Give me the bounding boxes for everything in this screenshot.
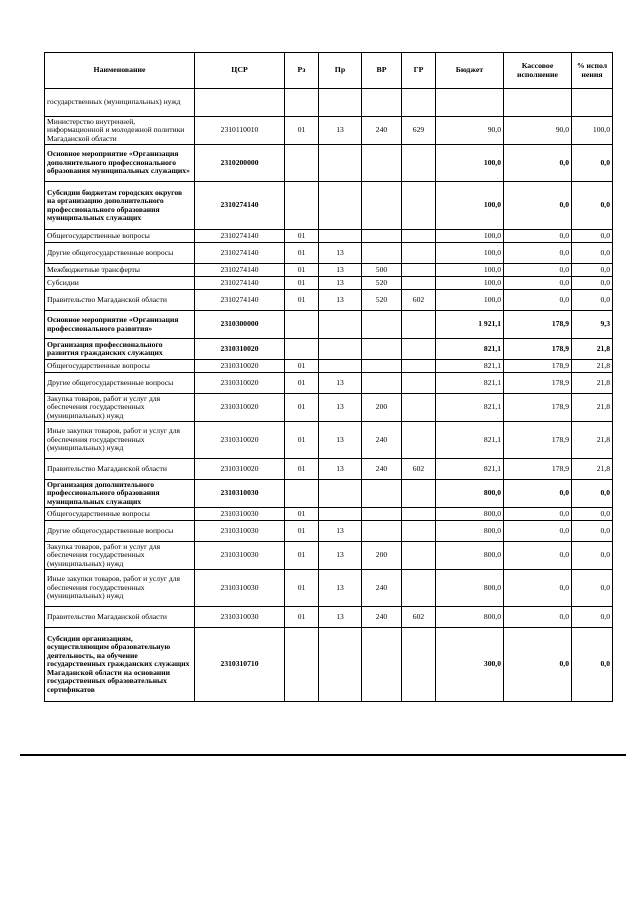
cell-vr <box>362 480 402 508</box>
cell-vr <box>362 182 402 230</box>
cell-gr <box>402 480 436 508</box>
cell-gr <box>402 628 436 702</box>
cell-csr: 2310310020 <box>195 339 285 360</box>
cell-pr: 13 <box>319 264 362 277</box>
cell-vr <box>362 311 402 339</box>
cell-pct: 21,8 <box>572 360 613 373</box>
table-row <box>45 311 613 339</box>
cell-gr: 602 <box>402 607 436 628</box>
header-gr: ГР <box>402 53 436 89</box>
table-row <box>45 422 613 459</box>
cell-budget: 100,0 <box>436 290 504 311</box>
cell-pct: 0,0 <box>572 290 613 311</box>
cell-budget: 821,1 <box>436 394 504 422</box>
cell-rz <box>285 480 319 508</box>
cell-name: Иные закупки товаров, работ и услуг для обеспечения государственных (муниципальных) нужд <box>45 570 195 607</box>
cell-gr: 602 <box>402 459 436 480</box>
cell-vr <box>362 521 402 542</box>
cell-cash: 178,9 <box>504 360 572 373</box>
table-row <box>45 394 613 422</box>
cell-cash: 0,0 <box>504 542 572 570</box>
cell-gr <box>402 521 436 542</box>
cell-vr <box>362 360 402 373</box>
cell-pct: 21,8 <box>572 339 613 360</box>
cell-csr: 2310300000 <box>195 311 285 339</box>
cell-vr: 240 <box>362 607 402 628</box>
table-row <box>45 373 613 394</box>
cell-cash: 178,9 <box>504 422 572 459</box>
cell-name: Основное мероприятие «Организация дополнительного профессионального образования муниципальных служащих» <box>45 145 195 182</box>
cell-gr <box>402 542 436 570</box>
cell-csr: 2310310030 <box>195 570 285 607</box>
cell-pct: 0,0 <box>572 145 613 182</box>
cell-pr: 13 <box>319 243 362 264</box>
cell-gr <box>402 264 436 277</box>
cell-pr: 13 <box>319 459 362 480</box>
table-row <box>45 89 613 117</box>
table-row <box>45 508 613 521</box>
cell-vr: 500 <box>362 264 402 277</box>
cell-name: Организация дополнительного профессионального образования муниципальных служащих <box>45 480 195 508</box>
cell-rz: 01 <box>285 542 319 570</box>
cell-budget: 100,0 <box>436 230 504 243</box>
cell-rz <box>285 628 319 702</box>
cell-vr: 240 <box>362 459 402 480</box>
header-rz: Рз <box>285 53 319 89</box>
cell-cash: 0,0 <box>504 570 572 607</box>
cell-gr <box>402 243 436 264</box>
cell-csr: 2310310030 <box>195 480 285 508</box>
cell-rz <box>285 89 319 117</box>
cell-pr: 13 <box>319 422 362 459</box>
cell-cash: 0,0 <box>504 182 572 230</box>
cell-vr: 240 <box>362 117 402 145</box>
header-name: Наименование <box>45 53 195 89</box>
cell-name: Другие общегосударственные вопросы <box>45 243 195 264</box>
table-row <box>45 145 613 182</box>
cell-vr: 240 <box>362 422 402 459</box>
cell-rz: 01 <box>285 459 319 480</box>
cell-csr: 2310310030 <box>195 508 285 521</box>
cell-cash: 178,9 <box>504 394 572 422</box>
cell-gr <box>402 182 436 230</box>
cell-cash: 0,0 <box>504 264 572 277</box>
cell-vr: 520 <box>362 277 402 290</box>
cell-pr: 13 <box>319 290 362 311</box>
cell-pr <box>319 628 362 702</box>
cell-pct: 21,8 <box>572 373 613 394</box>
table-row <box>45 277 613 290</box>
cell-cash: 0,0 <box>504 508 572 521</box>
cell-csr: 2310310020 <box>195 422 285 459</box>
cell-gr <box>402 311 436 339</box>
cell-budget: 100,0 <box>436 243 504 264</box>
header-csr: ЦСР <box>195 53 285 89</box>
cell-csr: 2310310030 <box>195 607 285 628</box>
cell-pct: 0,0 <box>572 508 613 521</box>
header-pr: Пр <box>319 53 362 89</box>
cell-vr: 520 <box>362 290 402 311</box>
cell-pct: 100,0 <box>572 117 613 145</box>
cell-pr <box>319 480 362 508</box>
cell-csr: 2310274140 <box>195 277 285 290</box>
cell-cash: 178,9 <box>504 373 572 394</box>
cell-name: Основное мероприятие «Организация профессионального развития» <box>45 311 195 339</box>
cell-pct: 0,0 <box>572 480 613 508</box>
cell-csr: 2310274140 <box>195 290 285 311</box>
cell-budget: 821,1 <box>436 459 504 480</box>
header-pct: % испол нения <box>572 53 613 89</box>
cell-pr: 13 <box>319 373 362 394</box>
cell-csr: 2310274140 <box>195 243 285 264</box>
cell-name: Общегосударственные вопросы <box>45 508 195 521</box>
cell-rz <box>285 339 319 360</box>
header-budget: Бюджет <box>436 53 504 89</box>
cell-pct: 0,0 <box>572 570 613 607</box>
cell-pct: 0,0 <box>572 182 613 230</box>
cell-pr: 13 <box>319 117 362 145</box>
cell-gr <box>402 230 436 243</box>
cell-gr <box>402 360 436 373</box>
cell-gr <box>402 422 436 459</box>
cell-budget: 800,0 <box>436 570 504 607</box>
cell-pct <box>572 89 613 117</box>
cell-rz: 01 <box>285 607 319 628</box>
cell-csr: 2310310020 <box>195 360 285 373</box>
cell-pr <box>319 339 362 360</box>
cell-name: Межбюджетные трансферты <box>45 264 195 277</box>
cell-cash: 178,9 <box>504 459 572 480</box>
cell-pct: 0,0 <box>572 264 613 277</box>
cell-pct: 0,0 <box>572 230 613 243</box>
cell-budget: 100,0 <box>436 277 504 290</box>
cell-budget: 300,0 <box>436 628 504 702</box>
table-row <box>45 570 613 607</box>
cell-rz: 01 <box>285 570 319 607</box>
cell-pct: 21,8 <box>572 459 613 480</box>
cell-pct: 0,0 <box>572 628 613 702</box>
cell-budget: 821,1 <box>436 422 504 459</box>
table-row <box>45 459 613 480</box>
cell-rz <box>285 145 319 182</box>
cell-pct: 0,0 <box>572 277 613 290</box>
cell-csr: 2310310030 <box>195 521 285 542</box>
cell-gr <box>402 570 436 607</box>
cell-pr <box>319 311 362 339</box>
cell-gr <box>402 145 436 182</box>
cell-vr: 240 <box>362 570 402 607</box>
cell-vr <box>362 339 402 360</box>
cell-budget: 800,0 <box>436 542 504 570</box>
cell-pr: 13 <box>319 277 362 290</box>
table-row <box>45 264 613 277</box>
cell-cash: 90,0 <box>504 117 572 145</box>
cell-pr: 13 <box>319 394 362 422</box>
cell-name: Общегосударственные вопросы <box>45 230 195 243</box>
cell-vr <box>362 508 402 521</box>
cell-rz: 01 <box>285 264 319 277</box>
cell-name: Министерство внутренней, информационной и молодежной политики Магаданской области <box>45 117 195 145</box>
cell-name: Другие общегосударственные вопросы <box>45 521 195 542</box>
cell-name: Правительство Магаданской области <box>45 290 195 311</box>
cell-rz: 01 <box>285 243 319 264</box>
cell-pr: 13 <box>319 542 362 570</box>
cell-pct: 0,0 <box>572 243 613 264</box>
cell-name: Организация профессионального развития гражданских служащих <box>45 339 195 360</box>
cell-name: Другие общегосударственные вопросы <box>45 373 195 394</box>
cell-rz: 01 <box>285 394 319 422</box>
cell-name: Закупка товаров, работ и услуг для обеспечения государственных (муниципальных) нужд <box>45 394 195 422</box>
cell-budget: 100,0 <box>436 182 504 230</box>
cell-pr <box>319 89 362 117</box>
cell-budget: 800,0 <box>436 480 504 508</box>
cell-pct: 21,8 <box>572 394 613 422</box>
cell-budget: 800,0 <box>436 607 504 628</box>
cell-rz: 01 <box>285 521 319 542</box>
cell-budget <box>436 89 504 117</box>
cell-cash: 0,0 <box>504 230 572 243</box>
cell-name: Субсидии <box>45 277 195 290</box>
cell-pct: 0,0 <box>572 607 613 628</box>
cell-name: государственных (муниципальных) нужд <box>45 89 195 117</box>
budget-table <box>44 52 613 702</box>
cell-gr <box>402 373 436 394</box>
cell-csr: 2310200000 <box>195 145 285 182</box>
cell-cash <box>504 89 572 117</box>
cell-pr: 13 <box>319 570 362 607</box>
cell-gr <box>402 339 436 360</box>
cell-pr <box>319 230 362 243</box>
cell-csr: 2310274140 <box>195 230 285 243</box>
cell-cash: 0,0 <box>504 290 572 311</box>
table-row <box>45 290 613 311</box>
cell-csr: 2310310020 <box>195 459 285 480</box>
cell-cash: 0,0 <box>504 145 572 182</box>
cell-pct: 0,0 <box>572 521 613 542</box>
cell-gr <box>402 89 436 117</box>
cell-pr <box>319 508 362 521</box>
table-row <box>45 230 613 243</box>
cell-csr: 2310310020 <box>195 394 285 422</box>
cell-rz: 01 <box>285 373 319 394</box>
cell-cash: 0,0 <box>504 521 572 542</box>
cell-rz <box>285 311 319 339</box>
cell-rz: 01 <box>285 277 319 290</box>
table-row <box>45 628 613 702</box>
cell-budget: 800,0 <box>436 521 504 542</box>
cell-rz <box>285 182 319 230</box>
cell-cash: 0,0 <box>504 628 572 702</box>
cell-pr <box>319 145 362 182</box>
cell-name: Субсидии организациям, осуществляющим образовательную деятельность, на обучение государственных гражданских служащих Магаданской области на основании государственных образовательных сертификатов <box>45 628 195 702</box>
table-row <box>45 542 613 570</box>
cell-pr: 13 <box>319 607 362 628</box>
cell-pct: 0,0 <box>572 542 613 570</box>
cell-name: Правительство Магаданской области <box>45 607 195 628</box>
cell-budget: 821,1 <box>436 360 504 373</box>
cell-cash: 0,0 <box>504 243 572 264</box>
cell-budget: 100,0 <box>436 264 504 277</box>
cell-rz: 01 <box>285 422 319 459</box>
cell-budget: 100,0 <box>436 145 504 182</box>
cell-pct: 21,8 <box>572 422 613 459</box>
cell-csr: 2310274140 <box>195 264 285 277</box>
cell-vr <box>362 230 402 243</box>
cell-cash: 0,0 <box>504 277 572 290</box>
cell-vr <box>362 89 402 117</box>
cell-pct: 9,3 <box>572 311 613 339</box>
cell-budget: 800,0 <box>436 508 504 521</box>
cell-vr: 200 <box>362 542 402 570</box>
cell-gr: 629 <box>402 117 436 145</box>
cell-name: Субсидии бюджетам городских округов на организацию дополнительного профессионального образования муниципальных служащих <box>45 182 195 230</box>
table-row <box>45 480 613 508</box>
cell-name: Общегосударственные вопросы <box>45 360 195 373</box>
bottom-rule <box>20 754 626 756</box>
cell-pr: 13 <box>319 521 362 542</box>
cell-rz: 01 <box>285 290 319 311</box>
cell-budget: 821,1 <box>436 339 504 360</box>
cell-csr: 2310274140 <box>195 182 285 230</box>
cell-vr <box>362 628 402 702</box>
cell-name: Правительство Магаданской области <box>45 459 195 480</box>
cell-csr: 2310110010 <box>195 117 285 145</box>
cell-vr: 200 <box>362 394 402 422</box>
cell-vr <box>362 243 402 264</box>
cell-cash: 0,0 <box>504 480 572 508</box>
table-row <box>45 339 613 360</box>
cell-csr: 2310310020 <box>195 373 285 394</box>
cell-pr <box>319 360 362 373</box>
cell-budget: 821,1 <box>436 373 504 394</box>
table-row <box>45 521 613 542</box>
cell-gr <box>402 508 436 521</box>
table-row <box>45 360 613 373</box>
table-row <box>45 117 613 145</box>
table-body <box>45 89 613 702</box>
cell-vr <box>362 145 402 182</box>
table-row <box>45 243 613 264</box>
cell-csr <box>195 89 285 117</box>
table-row <box>45 182 613 230</box>
table-row <box>45 607 613 628</box>
cell-budget: 1 921,1 <box>436 311 504 339</box>
header-row <box>45 53 613 89</box>
cell-cash: 0,0 <box>504 607 572 628</box>
cell-rz: 01 <box>285 117 319 145</box>
cell-rz: 01 <box>285 230 319 243</box>
cell-csr: 2310310710 <box>195 628 285 702</box>
cell-csr: 2310310030 <box>195 542 285 570</box>
cell-rz: 01 <box>285 508 319 521</box>
cell-cash: 178,9 <box>504 311 572 339</box>
cell-budget: 90,0 <box>436 117 504 145</box>
cell-vr <box>362 373 402 394</box>
cell-gr <box>402 277 436 290</box>
cell-name: Иные закупки товаров, работ и услуг для обеспечения государственных (муниципальных) нужд <box>45 422 195 459</box>
cell-gr: 602 <box>402 290 436 311</box>
cell-gr <box>402 394 436 422</box>
cell-name: Закупка товаров, работ и услуг для обеспечения государственных (муниципальных) нужд <box>45 542 195 570</box>
cell-cash: 178,9 <box>504 339 572 360</box>
header-vr: ВР <box>362 53 402 89</box>
header-cash: Кассовое исполнение <box>504 53 572 89</box>
cell-pr <box>319 182 362 230</box>
cell-rz: 01 <box>285 360 319 373</box>
